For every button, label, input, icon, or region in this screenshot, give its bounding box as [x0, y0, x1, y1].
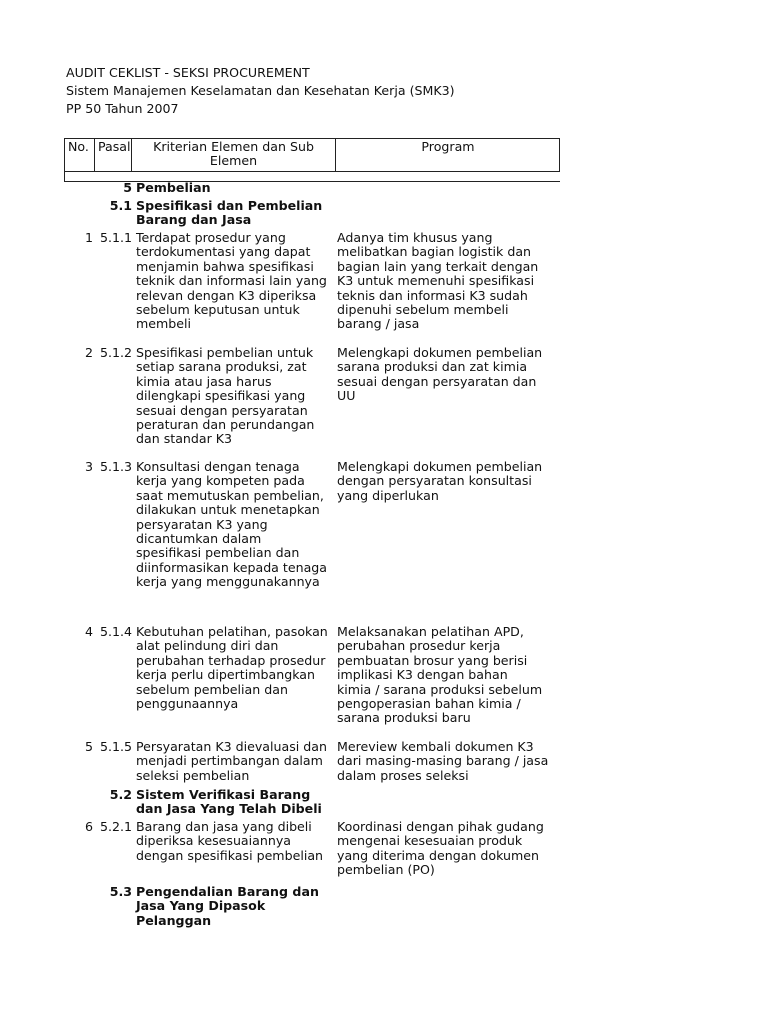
program-line: K3 untuk memenuhi spesifikasi [337, 273, 535, 289]
section-pasal: 5.2 [109, 787, 132, 802]
header-no-label: No. [68, 139, 89, 154]
kriteria-line: kerja yang kompeten pada [136, 473, 305, 489]
kriteria-line: dengan spesifikasi pembelian [136, 847, 324, 863]
row-number: 6 [84, 819, 93, 834]
program-line: dengan persyaratan konsultasi [337, 473, 532, 489]
row-number: 2 [84, 345, 93, 360]
program-line: pengoperasian bahan kimia / [337, 696, 521, 712]
header-cell-pasal [95, 139, 132, 172]
program-line: dari masing-masing barang / jasa [337, 753, 549, 769]
kriteria-line: diperiksa kesesuaiannya [136, 833, 291, 849]
kriteria-line: menjadi pertimbangan dalam [136, 753, 323, 769]
kriteria-line: penggunaannya [136, 696, 239, 712]
document-subtitle: Sistem Manajemen Keselamatan dan Kesehatan Kerja (SMK3) [66, 83, 455, 98]
program-line: Melengkapi dokumen pembelian [337, 459, 543, 474]
program-line: Melengkapi dokumen pembelian [337, 345, 543, 360]
program-line: teknis dan informasi K3 sudah [337, 287, 528, 303]
row-number: 1 [84, 230, 93, 245]
row-kriteria [136, 625, 334, 711]
kriteria-line: diinformasikan kepada tenaga [136, 559, 328, 575]
kriteria-line: Kebutuhan pelatihan, pasokan [136, 624, 328, 639]
kriteria-line: perubahan terhadap prosedur [136, 652, 326, 668]
header-cell-kriteria [132, 139, 336, 172]
kriteria-line: Persyaratan K3 dievaluasi dan [136, 739, 327, 754]
kriteria-line: spesifikasi pembelian dan [136, 545, 300, 561]
kriteria-line: setiap sarana produksi, zat [136, 359, 307, 375]
kriteria-line: teknik dan informasi lain yang [136, 273, 327, 289]
row-number: 3 [84, 459, 93, 474]
row-pasal: 5.1.1 [99, 230, 132, 245]
row-number: 4 [84, 624, 93, 639]
program-line: bagian lain yang terkait dengan [337, 258, 539, 274]
header-cell-no [65, 139, 95, 172]
program-line: implikasi K3 dengan bahan [337, 667, 508, 683]
header-kriteria-label: Kriterian Elemen dan Sub Elemen [153, 139, 314, 169]
program-line: Mereview kembali dokumen K3 [337, 739, 534, 754]
kriteria-line: dilakukan untuk menetapkan [136, 502, 320, 518]
row-pasal: 5.1.3 [99, 459, 132, 474]
row-pasal: 5.1.2 [99, 345, 132, 360]
section-pasal: 5.1 [109, 198, 132, 213]
program-line: perubahan prosedur kerja [337, 638, 501, 654]
kriteria-line: menjamin bahwa spesifikasi [136, 258, 314, 274]
kriteria-line: terdokumentasi yang dapat [136, 244, 311, 260]
row-program [337, 231, 557, 332]
kriteria-line: sesuai dengan persyaratan [136, 402, 308, 418]
row-kriteria [136, 740, 334, 783]
row-kriteria [136, 346, 334, 447]
kriteria-line: relevan dengan K3 diperiksa [136, 287, 317, 303]
kriteria-line: Terdapat prosedur yang [136, 230, 286, 245]
program-line: Koordinasi dengan pihak gudang [337, 819, 544, 834]
program-line: mengenai kesesuaian produk [337, 833, 523, 849]
row-program [337, 740, 557, 783]
kriteria-line: membeli [136, 316, 192, 332]
kriteria-line: Barang dan jasa yang dibeli [136, 819, 312, 834]
row-program [337, 460, 557, 503]
header-program-label: Program [421, 139, 475, 154]
kriteria-line: dan standar K3 [136, 431, 233, 447]
program-line: dalam proses seleksi [337, 767, 469, 783]
row-pasal: 5.1.5 [99, 739, 132, 754]
header-pasal-label: Pasal [98, 139, 131, 154]
table-header [64, 138, 560, 172]
row-pasal: 5.2.1 [99, 819, 132, 834]
program-line: Adanya tim khusus yang [337, 230, 493, 245]
row-kriteria [136, 231, 334, 332]
row-pasal: 5.1.4 [99, 624, 132, 639]
section-title: Pembelian [136, 180, 211, 195]
program-line: sesuai dengan persyaratan dan [337, 373, 537, 389]
section-title: Sistem Verifikasi Barang dan Jasa Yang Telah Dibeli [136, 787, 322, 817]
document-title: AUDIT CEKLIST - SEKSI PROCUREMENT [66, 65, 310, 80]
kriteria-line: dicantumkan dalam [136, 531, 262, 547]
program-line: Melaksanakan pelatihan APD, [337, 624, 524, 639]
kriteria-line: kimia atau jasa harus [136, 373, 272, 389]
kriteria-line: Konsultasi dengan tenaga [136, 459, 300, 474]
program-line: barang / jasa [337, 316, 420, 332]
kriteria-line: sebelum pembelian dan [136, 681, 288, 697]
program-line: kimia / sarana produksi sebelum [337, 681, 543, 697]
program-line: pembuatan brosur yang berisi [337, 652, 528, 668]
kriteria-line: persyaratan K3 yang [136, 516, 268, 532]
program-line: yang diterima dengan dokumen [337, 847, 539, 863]
kriteria-line: Spesifikasi pembelian untuk [136, 345, 314, 360]
row-number: 5 [84, 739, 93, 754]
regulation-reference: PP 50 Tahun 2007 [66, 101, 179, 116]
program-line: yang diperlukan [337, 487, 439, 503]
kriteria-line: dilengkapi spesifikasi yang [136, 388, 306, 404]
section-pasal: 5.3 [109, 884, 132, 899]
program-line: melibatkan bagian logistik dan [337, 244, 532, 260]
kriteria-line: alat pelindung diri dan [136, 638, 279, 654]
row-program [337, 625, 557, 726]
program-line: sarana produksi dan zat kimia [337, 359, 528, 375]
row-kriteria [136, 820, 334, 863]
section-title: Pengendalian Barang dan Jasa Yang Dipasok Pelanggan [136, 884, 319, 928]
program-line: UU [337, 388, 356, 404]
program-line: sarana produksi baru [337, 710, 471, 726]
kriteria-line: peraturan dan perundangan [136, 417, 315, 433]
kriteria-line: saat memutuskan pembelian, [136, 487, 324, 503]
kriteria-line: seleksi pembelian [136, 767, 250, 783]
header-cell-program [336, 139, 560, 172]
program-line: pembelian (PO) [337, 862, 435, 878]
row-kriteria [136, 460, 334, 590]
program-line: dipenuhi sebelum membeli [337, 302, 509, 318]
row-program [337, 346, 557, 404]
row-program [337, 820, 557, 878]
kriteria-line: kerja yang menggunakannya [136, 574, 320, 590]
section-pasal: 5 [123, 180, 132, 195]
kriteria-line: sebelum keputusan untuk [136, 302, 300, 318]
kriteria-line: kerja perlu dipertimbangkan [136, 667, 315, 683]
section-title: Spesifikasi dan Pembelian Barang dan Jasa [136, 198, 323, 228]
